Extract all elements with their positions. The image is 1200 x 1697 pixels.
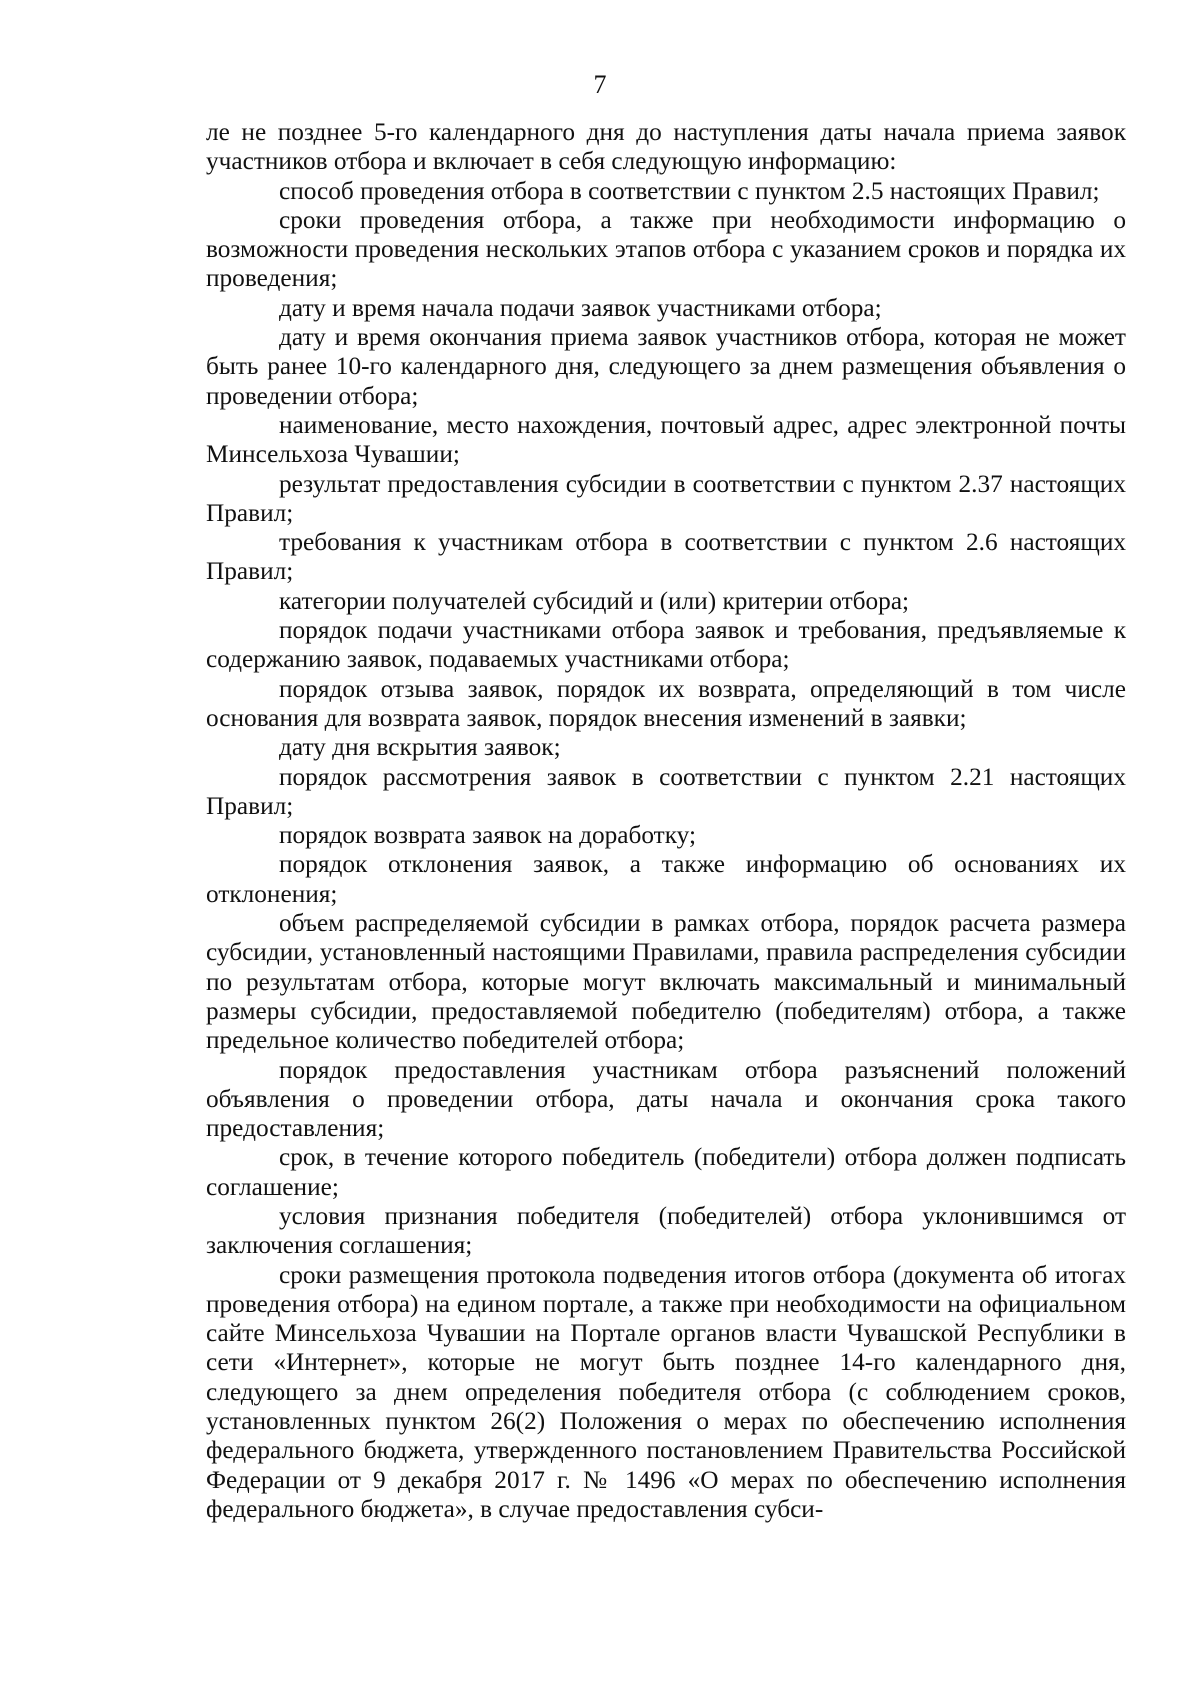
- paragraph-selection-terms: сроки проведения отбора, а также при необходимости информацию о возможности проведения нескольких этапов отбора с указанием сроков и порядка их проведения;: [206, 205, 1126, 293]
- paragraph-return-for-revision: порядок возврата заявок на доработку;: [279, 821, 696, 850]
- paragraph-continuation: ле не позднее 5-го календарного дня до наступления даты начала приема заявок участников отбора и включает в себя следующую информацию:: [206, 118, 1126, 176]
- paragraph-application-withdrawal: порядок отзыва заявок, порядок их возврата, определяющий в том числе основания для возврата заявок, порядок внесения изменений в заявки;: [206, 674, 1126, 732]
- paragraph-submission-end: дату и время окончания приема заявок участников отбора, которая не может быть ранее 10-го календарного дня, следующего за днем размещения объявления о проведении отбора;: [206, 323, 1126, 410]
- paragraph-protocol-publication: сроки размещения протокола подведения итогов отбора (документа об итогах проведения отбора) на едином портале, а также при необходимости на официальном сайте Минсельхоза Чувашии на Портале органов власти Чувашской Республики в сети «Интернет», которые не могут быть позднее 14-го календарного дня, следующего за днем определения победителя отбора (с соблюдением сроков, установленных пунктом 26(2) Положения о мерах по обеспечению исполнения федерального бюджета, утвержденного постановлением Правительства Российской Федерации от 9 декабря 2017 г. № 1496 «О мерах по обеспечению исполнения федерального бюджета», в случае предоставления субси-: [206, 1260, 1126, 1523]
- paragraph-subsidy-result: результат предоставления субсидии в соответствии с пунктом 2.37 настоящих Правил;: [206, 469, 1126, 527]
- paragraph-opening-date: дату дня вскрытия заявок;: [279, 733, 561, 762]
- paragraph-recipient-categories: категории получателей субсидий и (или) критерии отбора;: [279, 586, 910, 615]
- paragraph-subsidy-volume: объем распределяемой субсидии в рамках отбора, порядок расчета размера субсидии, установленный настоящими Правилами, правила распределения субсидии по результатам отбора, которые могут включать максимальный и минимальный размеры субсидии, предоставляемой победителю (победителям) отбора, а также предельное количество победителей отбора;: [206, 909, 1126, 1055]
- paragraph-participant-requirements: требования к участникам отбора в соответствии с пунктом 2.6 настоящих Правил;: [206, 528, 1126, 586]
- paragraph-selection-method: способ проведения отбора в соответствии с пунктом 2.5 настоящих Правил;: [279, 176, 1100, 205]
- paragraph-evasion-conditions: условия признания победителя (победителей) отбора уклонившимся от заключения соглашения;: [206, 1201, 1126, 1260]
- paragraph-application-procedure: порядок подачи участниками отбора заявок и требования, предъявляемые к содержанию заявок, подаваемых участниками отбора;: [206, 616, 1126, 674]
- body-text: [206, 118, 1126, 1524]
- paragraph-clarifications: порядок предоставления участникам отбора разъяснений положений объявления о проведении отбора, даты начала и окончания срока такого предоставления;: [206, 1055, 1126, 1143]
- page-number: 7: [593, 70, 607, 99]
- paragraph-submission-start: дату и время начала подачи заявок участниками отбора;: [279, 293, 882, 322]
- paragraph-review-procedure: порядок рассмотрения заявок в соответствии с пунктом 2.21 настоящих Правил;: [206, 762, 1126, 820]
- paragraph-rejection-procedure: порядок отклонения заявок, а также информацию об основаниях их отклонения;: [206, 850, 1126, 908]
- paragraph-signing-term: срок, в течение которого победитель (победители) отбора должен подписать соглашение;: [206, 1143, 1126, 1201]
- paragraph-ministry-contacts: наименование, место нахождения, почтовый адрес, адрес электронной почты Минсельхоза Чувашии;: [206, 410, 1126, 469]
